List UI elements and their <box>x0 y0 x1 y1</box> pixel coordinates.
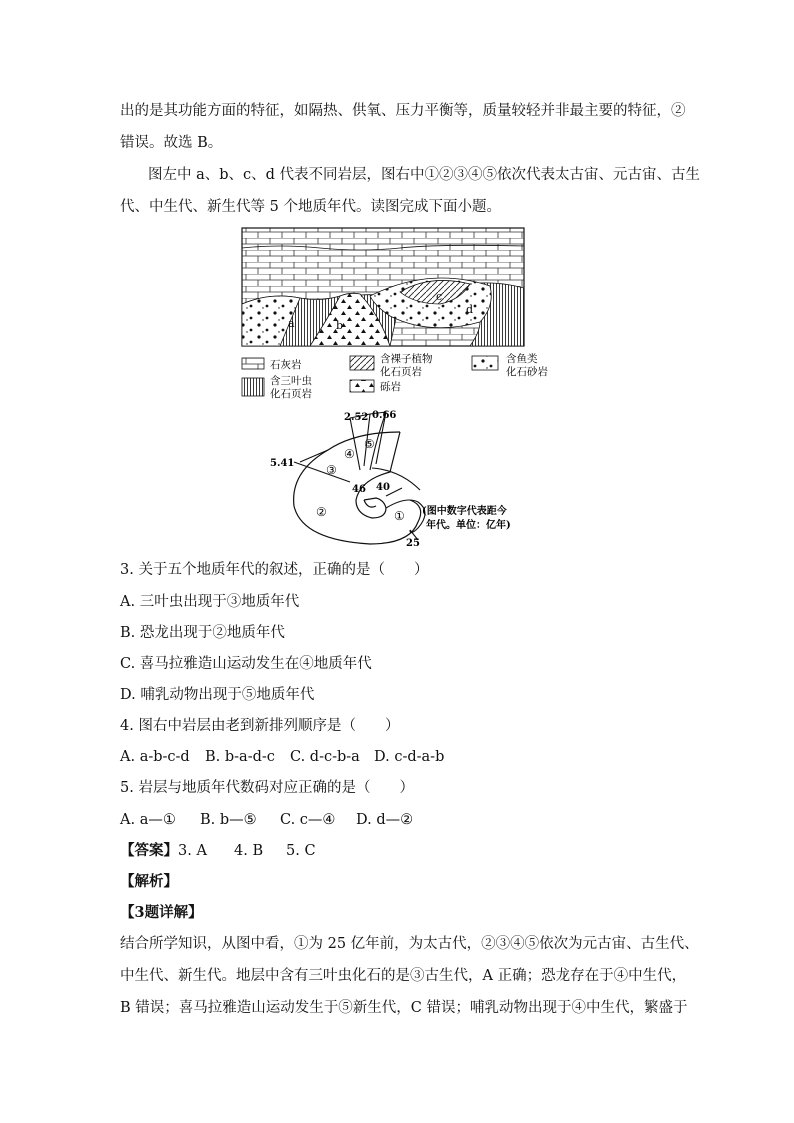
geologic-time-spiral <box>260 410 550 550</box>
tick-066: 0.66 <box>372 410 397 421</box>
legend-conglomerate: 砾岩 <box>380 381 401 393</box>
era-1: ① <box>394 509 405 523</box>
analysis-label: 【解析】 <box>120 873 178 890</box>
answer-label: 【答案】 <box>120 842 178 859</box>
intro-line-1: 出的是其功能方面的特征，如隔热、供氧、压力平衡等，质量较轻并非最主要的特征，② <box>120 103 686 119</box>
detail-line-2: 中生代、新生代。地层中含有三叶虫化石的是③古生代，A 正确；恐龙存在于④中生代， <box>120 968 687 984</box>
q4-option-b: B. b-a-d-c <box>205 749 275 765</box>
era-4: ④ <box>344 447 355 461</box>
legend-trilobite-1: 含三叶虫 <box>270 375 312 387</box>
tick-40: 40 <box>376 482 390 493</box>
legend <box>242 352 548 400</box>
layer-label-d: d <box>466 303 474 316</box>
q3-option-c: C. 喜马拉雅造山运动发生在④地质年代 <box>120 656 372 672</box>
tick-252: 2.52 <box>344 412 369 423</box>
era-2: ② <box>316 505 327 519</box>
q3-stem: 3. 关于五个地质年代的叙述，正确的是（ ） <box>120 562 429 578</box>
answer-3: 3. A <box>178 843 207 859</box>
layer-label-b: b <box>336 319 344 332</box>
legend-fish-1: 含鱼类 <box>506 353 538 365</box>
q3-option-a: A. 三叶虫出现于③地质年代 <box>120 594 300 610</box>
q5-option-d: D. d—② <box>356 812 414 828</box>
q4-option-c: C. d-c-b-a <box>290 749 360 765</box>
legend-fish-2: 化石砂岩 <box>506 366 548 378</box>
answer-5: 5. C <box>286 843 316 859</box>
legend-fern-2: 化石页岩 <box>380 366 422 378</box>
intro-line-4: 代、中生代、新生代等 5 个地质年代。读图完成下面小题。 <box>120 199 501 215</box>
answer-4: 4. B <box>234 843 264 859</box>
intro-line-3: 图左中 a、b、c、d 代表不同岩层，图右中①②③④⑤依次代表太古宙、元古宙、古生 <box>148 167 701 183</box>
legend-trilobite-2: 化石页岩 <box>270 388 312 400</box>
detail-line-3: B 错误；喜马拉雅造山运动发生于⑤新生代，C 错误；哺乳动物出现于④中生代，繁盛于 <box>120 1000 688 1016</box>
note-line-1: (图中数字代表距今 <box>422 506 507 517</box>
answer-row <box>120 841 316 861</box>
detail-label: 【3题详解】 <box>120 904 203 921</box>
legend-swatch-limestone <box>242 358 264 369</box>
legend-fern-1: 含裸子植物 <box>380 353 433 365</box>
intro-line-2: 错误。故选 B。 <box>120 135 223 151</box>
tick-541: 5.41 <box>270 458 295 469</box>
era-5: ⑤ <box>364 437 375 451</box>
detail-line-1: 结合所学知识，从图中看，①为 25 亿年前，为太古代，②③④⑤依次为元古宙、古生代、 <box>120 936 699 952</box>
q4-option-d: D. c-d-a-b <box>374 749 445 765</box>
q4-stem: 4. 图右中岩层由老到新排列顺序是（ ） <box>120 718 400 734</box>
q4-options <box>120 747 444 767</box>
q5-option-c: C. c—④ <box>280 812 336 828</box>
tick-46: 46 <box>352 484 366 495</box>
strata-figure <box>240 226 548 406</box>
legend-swatch-trilobite-shale <box>242 378 264 396</box>
layer-label-a: a <box>288 317 295 330</box>
legend-limestone: 石灰岩 <box>270 359 302 371</box>
q5-stem: 5. 岩层与地质年代数码对应正确的是（ ） <box>120 780 414 796</box>
q5-option-a: A. a—① <box>120 812 176 828</box>
legend-swatch-fern-shale <box>350 356 374 370</box>
layer-label-c: c <box>436 290 443 303</box>
legend-swatch-conglomerate <box>350 380 374 392</box>
q3-option-d: D. 哺乳动物出现于⑤地质年代 <box>120 687 315 703</box>
q3-option-b: B. 恐龙出现于②地质年代 <box>120 625 285 641</box>
tick-25: 25 <box>406 538 420 549</box>
q5-options <box>120 810 413 830</box>
q5-option-b: B. b—⑤ <box>200 812 257 828</box>
q4-option-a: A. a-b-c-d <box>120 749 190 765</box>
era-3: ③ <box>326 463 337 477</box>
legend-swatch-fish-sandstone <box>472 356 498 370</box>
note-line-2: 年代。单位：亿年) <box>426 520 511 531</box>
